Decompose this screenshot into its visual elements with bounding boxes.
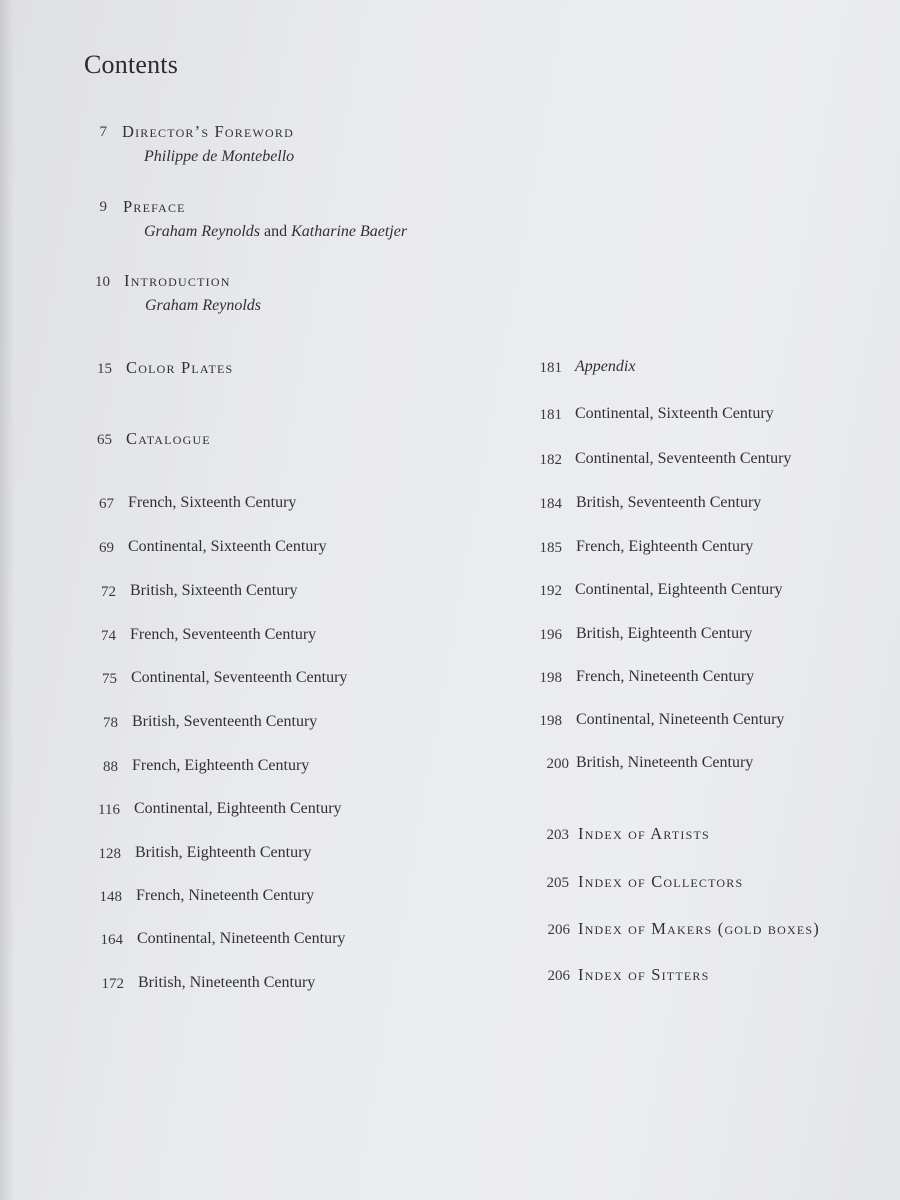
entry-label: Continental, Sixteenth Century [128, 538, 327, 555]
page-number: 7 [99, 124, 107, 140]
page-number: 206 [547, 968, 570, 984]
entry-label: British, Eighteenth Century [576, 625, 753, 642]
page-number: 164 [100, 932, 123, 948]
page-number: 10 [95, 274, 110, 290]
entry-label: French, Sixteenth Century [128, 494, 297, 511]
entry-label: Director’s Foreword [122, 122, 294, 141]
page-number: 148 [99, 889, 122, 905]
entry-label: Continental, Eighteenth Century [134, 800, 342, 817]
entry-label: French, Nineteenth Century [576, 668, 755, 685]
entry-author: Philippe de Montebello [144, 148, 295, 165]
page-number: 172 [101, 976, 124, 992]
page-number: 203 [546, 827, 569, 843]
page-number: 184 [539, 496, 562, 512]
page-number: 74 [101, 628, 116, 644]
page-number: 200 [546, 756, 569, 772]
entry-label: Introduction [124, 271, 231, 290]
page-number: 192 [539, 583, 562, 599]
entry-label: French, Seventeenth Century [130, 626, 317, 643]
spine-shadow [0, 0, 14, 1200]
entry-label: British, Seventeenth Century [132, 713, 318, 730]
entry-label: British, Seventeenth Century [576, 494, 762, 511]
entry-label: Continental, Eighteenth Century [575, 581, 783, 598]
author-join: and [263, 223, 288, 240]
page-number: 181 [539, 360, 562, 376]
entry-label: Index of Artists [578, 824, 710, 843]
entry-authors [144, 223, 407, 241]
page-number: 182 [539, 452, 562, 468]
author-name: Katharine Baetjer [291, 223, 408, 240]
entry-label: British, Nineteenth Century [138, 974, 316, 991]
page-number: 198 [539, 713, 562, 729]
entry-label: Preface [123, 197, 186, 216]
entry-label: Index of Makers (gold boxes) [578, 919, 820, 938]
page-number: 72 [101, 584, 116, 600]
entry-label: Appendix [575, 358, 636, 375]
entry-label: French, Eighteenth Century [132, 757, 310, 774]
entry-label: Color Plates [126, 358, 234, 377]
page-number: 181 [539, 407, 562, 423]
page-number: 65 [97, 432, 112, 448]
entry-label: Continental, Sixteenth Century [575, 405, 774, 422]
page-number: 196 [539, 627, 562, 643]
entry-label: Catalogue [126, 429, 211, 448]
entry-label: Continental, Nineteenth Century [137, 930, 346, 947]
page-number: 15 [97, 361, 112, 377]
entry-label: British, Eighteenth Century [135, 844, 312, 861]
page-number: 67 [99, 496, 114, 512]
page-number: 116 [98, 802, 120, 818]
page-number: 88 [103, 759, 118, 775]
entry-label: Continental, Nineteenth Century [576, 711, 785, 728]
entry-label: British, Nineteenth Century [576, 754, 754, 771]
entry-label: Index of Collectors [578, 872, 744, 891]
page-number: 75 [102, 671, 117, 687]
entry-author: Graham Reynolds [145, 297, 261, 314]
entry-label: Index of Sitters [578, 965, 710, 984]
page-title: Contents [84, 50, 179, 79]
entry-label: Continental, Seventeenth Century [575, 450, 792, 467]
entry-label: Continental, Seventeenth Century [131, 669, 348, 686]
page-number: 69 [99, 540, 114, 556]
page-number: 9 [99, 199, 107, 215]
page-number: 205 [546, 875, 569, 891]
page-number: 128 [98, 846, 121, 862]
entry-label: French, Eighteenth Century [576, 538, 754, 555]
author-name: Graham Reynolds [144, 223, 260, 240]
entry-label: French, Nineteenth Century [136, 887, 315, 904]
page-number: 206 [547, 922, 570, 938]
page-number: 185 [539, 540, 562, 556]
page-number: 78 [103, 715, 118, 731]
page-number: 198 [539, 670, 562, 686]
entry-label: British, Sixteenth Century [130, 582, 298, 599]
